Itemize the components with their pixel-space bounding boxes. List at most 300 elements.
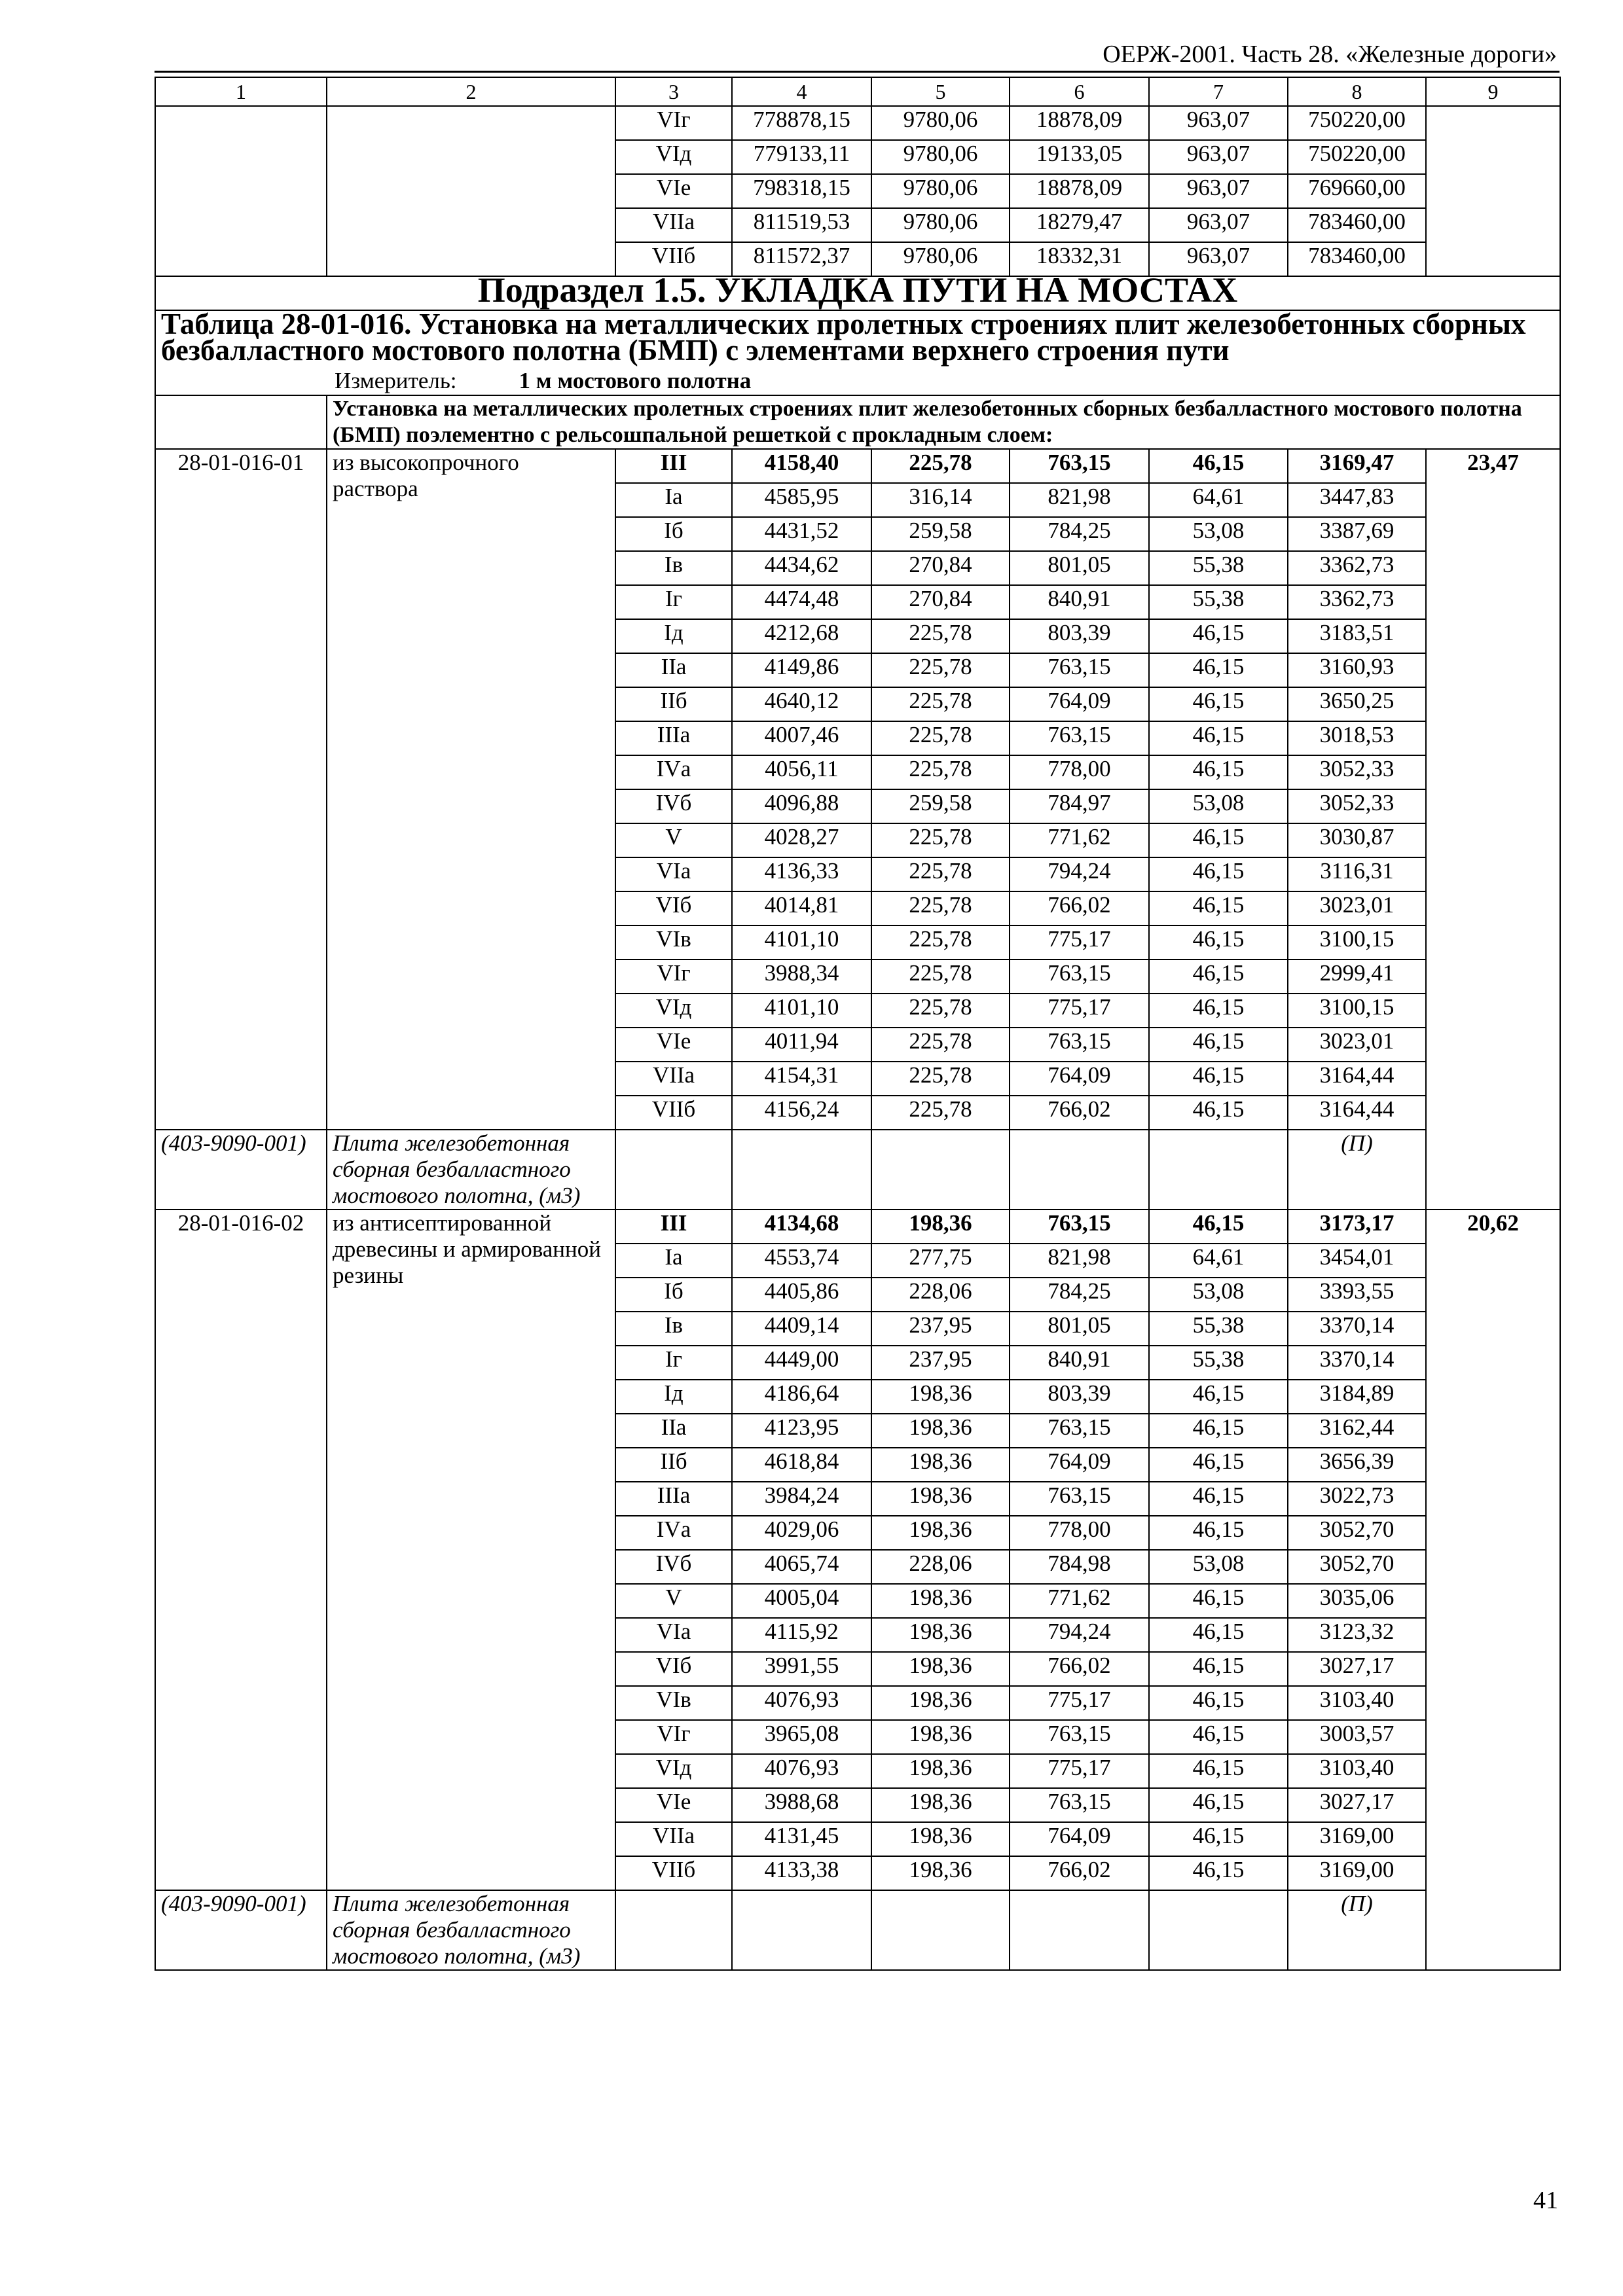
value-cell: 763,15 [1010,1210,1149,1244]
value-cell: 3103,40 [1288,1754,1426,1788]
value-cell: 225,78 [871,891,1010,925]
value-cell: 769660,00 [1288,174,1426,208]
value-cell: 784,97 [1010,789,1149,823]
value-cell: 3169,47 [1288,449,1426,483]
value-cell: 18878,09 [1010,174,1149,208]
value-cell: 225,78 [871,925,1010,960]
value-cell: 46,15 [1149,1062,1288,1096]
value-cell: 46,15 [1149,1482,1288,1516]
column-number: 5 [871,77,1010,106]
value-cell: 3027,17 [1288,1788,1426,1822]
zone-cell: Iд [615,619,732,653]
empty-col9-cell [1426,106,1560,276]
value-cell: 18878,09 [1010,106,1149,140]
resource-mark: (П) [1288,1130,1426,1210]
value-cell: 783460,00 [1288,208,1426,242]
value-cell: 4405,86 [732,1278,871,1312]
zone-cell: VIд [615,1754,732,1788]
value-cell: 3988,34 [732,960,871,994]
value-cell: 3387,69 [1288,517,1426,551]
value-cell: 46,15 [1149,449,1288,483]
value-cell: 763,15 [1010,449,1149,483]
value-cell: 766,02 [1010,1096,1149,1130]
empty-cell [1149,1890,1288,1970]
value-cell: 3023,01 [1288,1028,1426,1062]
value-cell: 775,17 [1010,1754,1149,1788]
value-cell: 3370,14 [1288,1312,1426,1346]
value-cell: 4007,46 [732,721,871,755]
rates-table [155,77,1561,1971]
table-title: Таблица 28-01-016. Установка на металлических пролетных строениях плит железобетонных сборных безбалластного мостового полотна (БМП) с элементами верхнего строения пути [161,308,1526,367]
value-cell: 3656,39 [1288,1448,1426,1482]
table-row [155,106,1560,140]
empty-cell [1010,1890,1149,1970]
value-cell: 4553,74 [732,1244,871,1278]
value-cell: 46,15 [1149,721,1288,755]
item-col9-value: 23,47 [1426,449,1560,1210]
value-cell: 198,36 [871,1482,1010,1516]
value-cell: 4154,31 [732,1062,871,1096]
value-cell: 3991,55 [732,1652,871,1686]
value-cell: 4134,68 [732,1210,871,1244]
value-cell: 821,98 [1010,1244,1149,1278]
value-cell: 771,62 [1010,1584,1149,1618]
value-cell: 46,15 [1149,1096,1288,1130]
zone-cell: VIе [615,174,732,208]
value-cell: 4585,95 [732,483,871,517]
value-cell: 228,06 [871,1550,1010,1584]
value-cell: 225,78 [871,1062,1010,1096]
column-number: 7 [1149,77,1288,106]
column-number: 9 [1426,77,1560,106]
value-cell: 4136,33 [732,857,871,891]
value-cell: 763,15 [1010,960,1149,994]
value-cell: 963,07 [1149,242,1288,276]
zone-cell: IVа [615,755,732,789]
column-number: 4 [732,77,871,106]
value-cell: 3100,15 [1288,925,1426,960]
value-cell: 316,14 [871,483,1010,517]
value-cell: 784,25 [1010,517,1149,551]
value-cell: 763,15 [1010,1028,1149,1062]
value-cell: 3965,08 [732,1720,871,1754]
value-cell: 3103,40 [1288,1686,1426,1720]
value-cell: 2999,41 [1288,960,1426,994]
item-code: 28-01-016-01 [155,449,327,1130]
value-cell: 198,36 [871,1516,1010,1550]
item-code: 28-01-016-02 [155,1210,327,1890]
value-cell: 46,15 [1149,925,1288,960]
zone-cell: VIIб [615,1856,732,1890]
value-cell: 3030,87 [1288,823,1426,857]
zone-cell: Iа [615,1244,732,1278]
value-cell: 3183,51 [1288,619,1426,653]
zone-cell: VIг [615,106,732,140]
unit-line [161,367,1554,395]
value-cell: 803,39 [1010,1380,1149,1414]
value-cell: 766,02 [1010,1856,1149,1890]
value-cell: 775,17 [1010,994,1149,1028]
value-cell: 46,15 [1149,1652,1288,1686]
value-cell: 4131,45 [732,1822,871,1856]
value-cell: 53,08 [1149,1278,1288,1312]
value-cell: 237,95 [871,1312,1010,1346]
value-cell: 46,15 [1149,653,1288,687]
value-cell: 198,36 [871,1652,1010,1686]
value-cell: 9780,06 [871,140,1010,174]
value-cell: 4640,12 [732,687,871,721]
zone-cell: VIб [615,1652,732,1686]
value-cell: 764,09 [1010,1062,1149,1096]
page-number: 41 [1533,2187,1558,2214]
value-cell: 3362,73 [1288,551,1426,585]
value-cell: 763,15 [1010,721,1149,755]
value-cell: 46,15 [1149,1788,1288,1822]
value-cell: 763,15 [1010,1720,1149,1754]
value-cell: 3169,00 [1288,1856,1426,1890]
table-title-cell [155,310,1560,395]
value-cell: 4186,64 [732,1380,871,1414]
value-cell: 3052,33 [1288,789,1426,823]
value-cell: 783460,00 [1288,242,1426,276]
zone-cell: VIв [615,1686,732,1720]
value-cell: 811572,37 [732,242,871,276]
value-cell: 46,15 [1149,1448,1288,1482]
empty-cell [871,1130,1010,1210]
value-cell: 4158,40 [732,449,871,483]
column-number: 2 [327,77,615,106]
value-cell: 225,78 [871,721,1010,755]
zone-cell: IIб [615,1448,732,1482]
value-cell: 198,36 [871,1414,1010,1448]
value-cell: 3988,68 [732,1788,871,1822]
zone-cell: IIб [615,687,732,721]
value-cell: 198,36 [871,1754,1010,1788]
resource-code: (403-9090-001) [155,1890,327,1970]
zone-cell: VIе [615,1788,732,1822]
resource-mark: (П) [1288,1890,1426,1970]
value-cell: 763,15 [1010,1482,1149,1516]
value-cell: 46,15 [1149,1584,1288,1618]
value-cell: 4618,84 [732,1448,871,1482]
value-cell: 3362,73 [1288,585,1426,619]
value-cell: 779133,11 [732,140,871,174]
value-cell: 46,15 [1149,1516,1288,1550]
value-cell: 3184,89 [1288,1380,1426,1414]
value-cell: 778,00 [1010,755,1149,789]
zone-cell: VIг [615,1720,732,1754]
value-cell: 3169,00 [1288,1822,1426,1856]
value-cell: 3027,17 [1288,1652,1426,1686]
value-cell: 778,00 [1010,1516,1149,1550]
table-title-row [155,310,1560,395]
value-cell: 3100,15 [1288,994,1426,1028]
value-cell: 198,36 [871,1720,1010,1754]
value-cell: 4056,11 [732,755,871,789]
value-cell: 46,15 [1149,1414,1288,1448]
value-cell: 3123,32 [1288,1618,1426,1652]
value-cell: 225,78 [871,823,1010,857]
zone-cell: VIIа [615,1822,732,1856]
value-cell: 763,15 [1010,653,1149,687]
zone-cell: VIд [615,994,732,1028]
value-cell: 801,05 [1010,551,1149,585]
value-cell: 228,06 [871,1278,1010,1312]
value-cell: 4065,74 [732,1550,871,1584]
value-cell: 259,58 [871,789,1010,823]
value-cell: 198,36 [871,1210,1010,1244]
value-cell: 46,15 [1149,1618,1288,1652]
zone-cell: Iб [615,517,732,551]
value-cell: 198,36 [871,1618,1010,1652]
value-cell: 55,38 [1149,1346,1288,1380]
zone-cell: VIг [615,960,732,994]
value-cell: 3650,25 [1288,687,1426,721]
value-cell: 798318,15 [732,174,871,208]
value-cell: 3160,93 [1288,653,1426,687]
rates-table-body [155,77,1560,1970]
value-cell: 198,36 [871,1448,1010,1482]
column-number: 8 [1288,77,1426,106]
item-col9-value: 20,62 [1426,1210,1560,1970]
value-cell: 9780,06 [871,106,1010,140]
section-title: Подраздел 1.5. УКЛАДКА ПУТИ НА МОСТАХ [155,276,1560,310]
zone-cell: Iа [615,483,732,517]
value-cell: 198,36 [871,1788,1010,1822]
value-cell: 750220,00 [1288,106,1426,140]
zone-cell: Iв [615,1312,732,1346]
empty-cell [1010,1130,1149,1210]
value-cell: 225,78 [871,449,1010,483]
empty-cell [732,1890,871,1970]
value-cell: 46,15 [1149,1380,1288,1414]
value-cell: 4096,88 [732,789,871,823]
zone-cell: III [615,449,732,483]
value-cell: 840,91 [1010,1346,1149,1380]
value-cell: 4123,95 [732,1414,871,1448]
value-cell: 46,15 [1149,1028,1288,1062]
value-cell: 19133,05 [1010,140,1149,174]
value-cell: 3022,73 [1288,1482,1426,1516]
value-cell: 794,24 [1010,857,1149,891]
value-cell: 53,08 [1149,517,1288,551]
section-title-row [155,276,1560,310]
value-cell: 963,07 [1149,208,1288,242]
value-cell: 4431,52 [732,517,871,551]
empty-desc-cell [327,106,615,276]
value-cell: 225,78 [871,755,1010,789]
zone-cell: IIIа [615,1482,732,1516]
zone-cell: VIв [615,925,732,960]
zone-cell: IVа [615,1516,732,1550]
value-cell: 225,78 [871,994,1010,1028]
value-cell: 775,17 [1010,925,1149,960]
value-cell: 821,98 [1010,483,1149,517]
value-cell: 4076,93 [732,1686,871,1720]
value-cell: 277,75 [871,1244,1010,1278]
value-cell: 3164,44 [1288,1062,1426,1096]
zone-cell: IVб [615,789,732,823]
unit-value: 1 м мостового полотна [519,368,752,393]
value-cell: 3164,44 [1288,1096,1426,1130]
column-number: 6 [1010,77,1149,106]
value-cell: 811519,53 [732,208,871,242]
value-cell: 840,91 [1010,585,1149,619]
value-cell: 225,78 [871,619,1010,653]
value-cell: 53,08 [1149,1550,1288,1584]
table-row [155,449,1560,483]
value-cell: 4014,81 [732,891,871,925]
header-rule [155,71,1559,73]
zone-cell: V [615,823,732,857]
value-cell: 198,36 [871,1584,1010,1618]
value-cell: 3052,70 [1288,1516,1426,1550]
zone-cell: IIа [615,653,732,687]
value-cell: 46,15 [1149,857,1288,891]
value-cell: 3018,53 [1288,721,1426,755]
value-cell: 778878,15 [732,106,871,140]
value-cell: 763,15 [1010,1414,1149,1448]
value-cell: 198,36 [871,1686,1010,1720]
empty-cell [732,1130,871,1210]
value-cell: 4434,62 [732,551,871,585]
value-cell: 225,78 [871,1096,1010,1130]
value-cell: 3052,70 [1288,1550,1426,1584]
value-cell: 64,61 [1149,483,1288,517]
value-cell: 763,15 [1010,1788,1149,1822]
value-cell: 46,15 [1149,1822,1288,1856]
value-cell: 4212,68 [732,619,871,653]
value-cell: 225,78 [871,857,1010,891]
zone-cell: IVб [615,1550,732,1584]
value-cell: 18332,31 [1010,242,1149,276]
unit-label: Измеритель: [335,368,457,393]
resource-name: Плита железобетонная сборная безбалластного мостового полотна, (м3) [327,1890,615,1970]
value-cell: 46,15 [1149,1754,1288,1788]
empty-cell [615,1890,732,1970]
empty-cell [1149,1130,1288,1210]
value-cell: 46,15 [1149,1210,1288,1244]
value-cell: 270,84 [871,551,1010,585]
value-cell: 794,24 [1010,1618,1149,1652]
value-cell: 3116,31 [1288,857,1426,891]
value-cell: 784,98 [1010,1550,1149,1584]
zone-cell: VIIа [615,208,732,242]
value-cell: 4101,10 [732,925,871,960]
value-cell: 46,15 [1149,687,1288,721]
empty-cell [871,1890,1010,1970]
value-cell: 775,17 [1010,1686,1149,1720]
zone-cell: VIIб [615,242,732,276]
footnote-row [155,1130,1560,1210]
value-cell: 9780,06 [871,174,1010,208]
value-cell: 4005,04 [732,1584,871,1618]
value-cell: 53,08 [1149,789,1288,823]
zone-cell: V [615,1584,732,1618]
value-cell: 46,15 [1149,755,1288,789]
value-cell: 4156,24 [732,1096,871,1130]
value-cell: 46,15 [1149,1720,1288,1754]
value-cell: 46,15 [1149,1686,1288,1720]
value-cell: 784,25 [1010,1278,1149,1312]
column-number-row [155,77,1560,106]
empty-code-cell [155,395,327,449]
value-cell: 4474,48 [732,585,871,619]
table-row [155,1210,1560,1244]
value-cell: 18279,47 [1010,208,1149,242]
value-cell: 55,38 [1149,551,1288,585]
value-cell: 3052,33 [1288,755,1426,789]
value-cell: 46,15 [1149,891,1288,925]
value-cell: 4028,27 [732,823,871,857]
value-cell: 4133,38 [732,1856,871,1890]
value-cell: 764,09 [1010,687,1149,721]
value-cell: 963,07 [1149,140,1288,174]
zone-cell: Iв [615,551,732,585]
value-cell: 3173,17 [1288,1210,1426,1244]
value-cell: 3023,01 [1288,891,1426,925]
zone-cell: Iг [615,585,732,619]
item-description: из антисептированной древесины и армированной резины [327,1210,615,1890]
value-cell: 3454,01 [1288,1244,1426,1278]
zone-cell: VIб [615,891,732,925]
value-cell: 4101,10 [732,994,871,1028]
zone-cell: Iг [615,1346,732,1380]
value-cell: 3162,44 [1288,1414,1426,1448]
column-number: 1 [155,77,327,106]
value-cell: 270,84 [871,585,1010,619]
zone-cell: IIIа [615,721,732,755]
zone-cell: VIIб [615,1096,732,1130]
value-cell: 237,95 [871,1346,1010,1380]
running-header: ОЕРЖ-2001. Часть 28. «Железные дороги» [1103,41,1557,68]
zone-cell: IIа [615,1414,732,1448]
value-cell: 3984,24 [732,1482,871,1516]
value-cell: 55,38 [1149,585,1288,619]
empty-code-cell [155,106,327,276]
zone-cell: Iд [615,1380,732,1414]
value-cell: 198,36 [871,1822,1010,1856]
zone-cell: VIе [615,1028,732,1062]
value-cell: 4449,00 [732,1346,871,1380]
value-cell: 771,62 [1010,823,1149,857]
value-cell: 9780,06 [871,208,1010,242]
value-cell: 225,78 [871,687,1010,721]
footnote-row [155,1890,1560,1970]
value-cell: 46,15 [1149,1856,1288,1890]
value-cell: 4076,93 [732,1754,871,1788]
group-description-row [155,395,1560,449]
column-number: 3 [615,77,732,106]
zone-cell: Iб [615,1278,732,1312]
zone-cell: III [615,1210,732,1244]
value-cell: 3003,57 [1288,1720,1426,1754]
value-cell: 64,61 [1149,1244,1288,1278]
value-cell: 3447,83 [1288,483,1426,517]
value-cell: 764,09 [1010,1448,1149,1482]
group-description: Установка на металлических пролетных строениях плит железобетонных сборных безбалластного мостового полотна (БМП) поэлементно с рельсошпальной решеткой с прокладным слоем: [327,395,1560,449]
resource-code: (403-9090-001) [155,1130,327,1210]
value-cell: 4011,94 [732,1028,871,1062]
value-cell: 259,58 [871,517,1010,551]
value-cell: 750220,00 [1288,140,1426,174]
value-cell: 46,15 [1149,823,1288,857]
value-cell: 4115,92 [732,1618,871,1652]
empty-cell [615,1130,732,1210]
resource-name: Плита железобетонная сборная безбалластного мостового полотна, (м3) [327,1130,615,1210]
value-cell: 46,15 [1149,994,1288,1028]
value-cell: 3035,06 [1288,1584,1426,1618]
